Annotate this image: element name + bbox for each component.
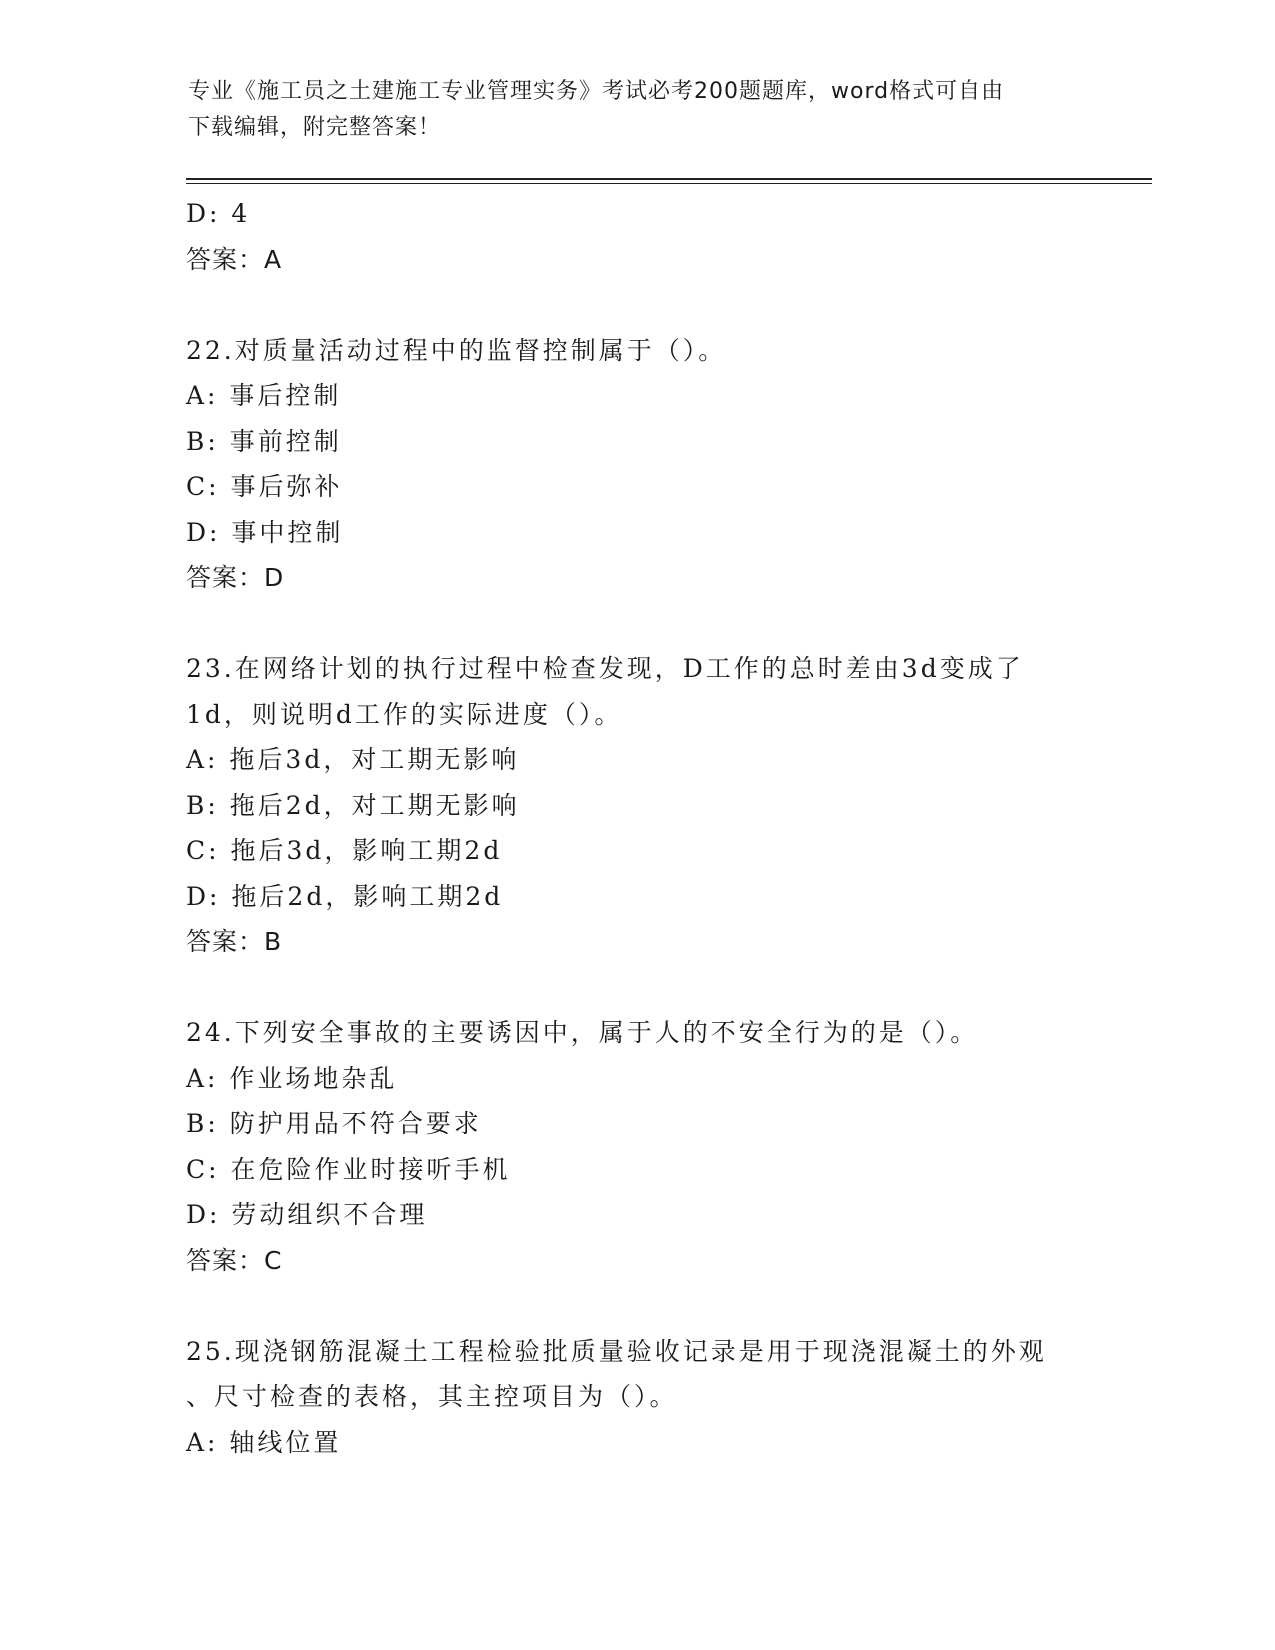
- header-rule-thin: [186, 183, 1152, 184]
- option-line: D: 事中控制: [186, 517, 344, 547]
- page-header: [188, 74, 1088, 146]
- option-line: A: 事后控制: [186, 381, 342, 410]
- option-line: C: 拖后3d，影响工期2d: [186, 836, 503, 865]
- option-line: A: 作业场地杂乱: [186, 1063, 398, 1093]
- question-line: 1d，则说明d工作的实际进度（）。: [186, 699, 623, 729]
- answer-line: 答案：C: [186, 1245, 283, 1275]
- answer-line: 答案：A: [186, 244, 283, 274]
- paragraph-gap: [186, 601, 1126, 647]
- option-line: D: 4: [186, 199, 251, 228]
- header-line-1: 专业《施工员之土建施工专业管理实务》考试必考200题题库，word格式可自由: [188, 79, 1005, 104]
- question-line: 24.下列安全事故的主要诱因中，属于人的不安全行为的是（）。: [186, 1018, 979, 1047]
- option-line: D: 拖后2d，影响工期2d: [186, 881, 504, 911]
- header-line-2: 下载编辑，附完整答案！: [188, 115, 442, 140]
- option-line: C: 事后弥补: [186, 472, 343, 501]
- header-rule-thick: [186, 178, 1152, 180]
- option-line: D: 劳动组织不合理: [186, 1200, 428, 1229]
- option-line: B: 事前控制: [186, 426, 342, 456]
- option-line: B: 拖后2d，对工期无影响: [186, 790, 520, 820]
- question-line: 23.在网络计划的执行过程中检查发现，D工作的总时差由3d变成了: [186, 654, 1024, 683]
- document-body: [186, 191, 1126, 1465]
- question-line: 25.现浇钢筋混凝土工程检验批质量验收记录是用于现浇混凝土的外观: [186, 1336, 1047, 1366]
- paragraph-gap: [186, 1283, 1126, 1329]
- question-line: 22.对质量活动过程中的监督控制属于（）。: [186, 335, 727, 365]
- answer-line: 答案：D: [186, 563, 285, 592]
- option-line: A: 轴线位置: [186, 1427, 342, 1457]
- option-line: A: 拖后3d，对工期无影响: [186, 745, 520, 774]
- option-line: B: 防护用品不符合要求: [186, 1109, 482, 1138]
- paragraph-gap: [186, 965, 1126, 1011]
- answer-line: 答案：B: [186, 927, 283, 956]
- question-line: 、尺寸检查的表格，其主控项目为（）。: [186, 1382, 678, 1411]
- paragraph-gap: [186, 282, 1126, 328]
- option-line: C: 在危险作业时接听手机: [186, 1154, 511, 1184]
